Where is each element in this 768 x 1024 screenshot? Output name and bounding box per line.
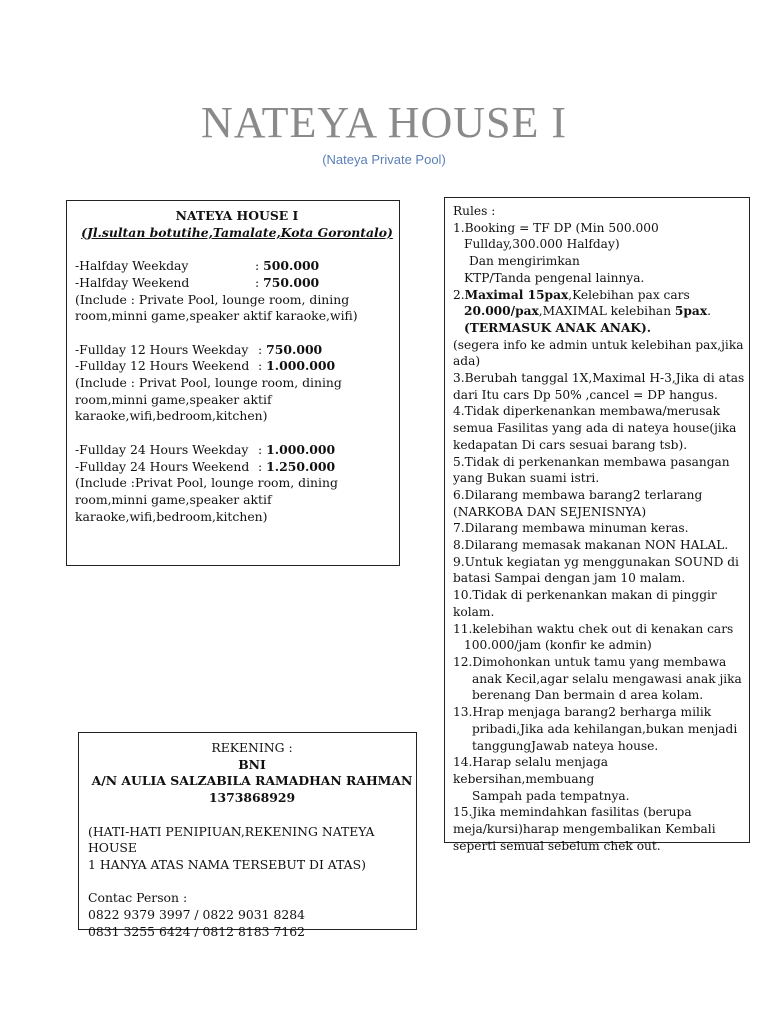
price-label: -Fullday 24 Hours Weekday [75, 441, 249, 457]
price-row: -Fullday 12 Hours Weekday : 750.000 [75, 341, 323, 357]
rule-item: 12.Dimohonkan untuk tamu yang membawa anak Kecil,agar selalu mengawasi anak jika berenang Dan bermain d area kolam. [453, 654, 742, 703]
contact-phones: 0831 3255 6424 / 0812 8183 7162 [88, 923, 306, 939]
contact-phones: 0822 9379 3997 / 0822 9031 8284 [88, 907, 306, 922]
rule-item: 3.Berubah tanggal 1X,Maximal H-3,Jika di atas dari Itu cars Dp 50% ,cancel = DP hangus. [453, 371, 745, 402]
include-text: room,minni game,speaker aktif [75, 391, 272, 407]
price-row: -Halfday Weekend : 750.000 [75, 274, 320, 290]
account-name: A/N AULIA SALZABILA RAMADHAN RAHMAN [91, 773, 413, 789]
include-text: (Include :Privat Pool, lounge room, dining [75, 475, 338, 491]
price-row: -Fullday 12 Hours Weekend : 1.000.000 [75, 358, 336, 374]
contact-label: Contac Person : [88, 890, 188, 906]
price-row: -Fullday 24 Hours Weekend : 1.250.000 [75, 458, 336, 474]
price-row: -Halfday Weekday : 500.000 [75, 258, 320, 274]
price-value: 500.000 [263, 258, 320, 274]
price-label: -Fullday 12 Hours Weekday [75, 341, 249, 357]
price-label: -Halfday Weekend [75, 274, 190, 290]
price-label: -Fullday 12 Hours Weekend [75, 358, 250, 374]
rule-item: 8.Dilarang memasak makanan NON HALAL. [453, 538, 729, 553]
bank-account-box [78, 732, 417, 939]
page-title: NATEYA HOUSE I [201, 98, 567, 147]
include-text: karaoke,wifi,bedroom,kitchen) [75, 408, 268, 424]
rules-box [444, 197, 750, 853]
price-value: 1.250.000 [266, 458, 336, 474]
rules-heading: Rules : [453, 204, 496, 218]
include-text: room,minni game,speaker aktif [75, 491, 272, 507]
rule-item: 9.Untuk kegiatan yg menggunakan SOUND di batasi Sampai dengan jam 10 malam. [453, 554, 739, 586]
page-subtitle: (Nateya Private Pool) [322, 152, 446, 167]
rule-item: 1.Booking = TF DP (Min 500.000 Fullday,300.000 Halfday) Dan mengirimkan KTP/Tanda pengenal lainnya. [453, 220, 659, 285]
include-text: room,minni game,speaker aktif karaoke,wifi) [75, 308, 358, 324]
include-text: (Include : Privat Pool, lounge room, dining [75, 375, 342, 390]
price-label: -Fullday 24 Hours Weekend [75, 458, 250, 474]
rule-item: 2.Maximal 15pax,Kelebihan pax cars 20.000/pax,MAXIMAL kelebihan 5pax. (TERMASUK ANAK ANAK). (segera info ke admin untuk kelebihan pax,jika ada) [453, 287, 744, 369]
price-row: -Fullday 24 Hours Weekday : 1.000.000 [75, 441, 336, 457]
rule-item: 15.Jika memindahkan fasilitas (berupa meja/kursi)harap mengembalikan Kembali seperti semual sebelum chek out. [453, 805, 716, 853]
price-heading: NATEYA HOUSE I [175, 208, 299, 223]
rule-item: 11.kelebihan waktu chek out di kenakan cars 100.000/jam (konfir ke admin) [453, 621, 734, 653]
rule-item: 10.Tidak di perkenankan makan di pinggir kolam. [453, 588, 717, 619]
price-value: 1.000.000 [266, 358, 336, 374]
fraud-warning: (HATI-HATI PENIPIUAN,REKENING NATEYA HOUSE [88, 823, 375, 856]
price-value: 750.000 [266, 341, 323, 357]
price-value: 750.000 [263, 274, 320, 290]
rule-item: 5.Tidak di perkenankan membawa pasangan yang Bukan suami istri. [453, 454, 730, 486]
bank-name: BNI [238, 756, 266, 772]
include-text: karaoke,wifi,bedroom,kitchen) [75, 508, 268, 524]
price-label: -Halfday Weekday [75, 258, 189, 274]
rule-item: 13.Hrap menjaga barang2 berharga milik pribadi,Jika ada kehilangan,bukan menjadi tanggungJawab nateya house. [453, 705, 738, 753]
price-list-box [66, 200, 400, 566]
rule-item: 6.Dilarang membawa barang2 terlarang (NARKOBA DAN SEJENISNYA) [453, 487, 703, 519]
rule-item: 7.Dilarang membawa minuman keras. [453, 521, 689, 536]
address: (Jl.sultan botutihe,Tamalate,Kota Gorontalo) [81, 224, 393, 240]
include-text: (Include : Private Pool, lounge room, dining [75, 291, 350, 307]
account-number: 1373868929 [208, 790, 296, 806]
price-value: 1.000.000 [266, 441, 336, 457]
rule-item: 4.Tidak diperkenankan membawa/merusak semua Fasilitas yang ada di nateya house(jika kedapatan Di cars sesuai barang tsb). [453, 404, 737, 452]
rule-item: 14.Harap selalu menjaga kebersihan,membuang Sampah pada tempatnya. [453, 755, 630, 803]
bank-heading: REKENING : [211, 740, 293, 755]
fraud-warning: 1 HANYA ATAS NAMA TERSEBUT DI ATAS) [88, 856, 366, 872]
